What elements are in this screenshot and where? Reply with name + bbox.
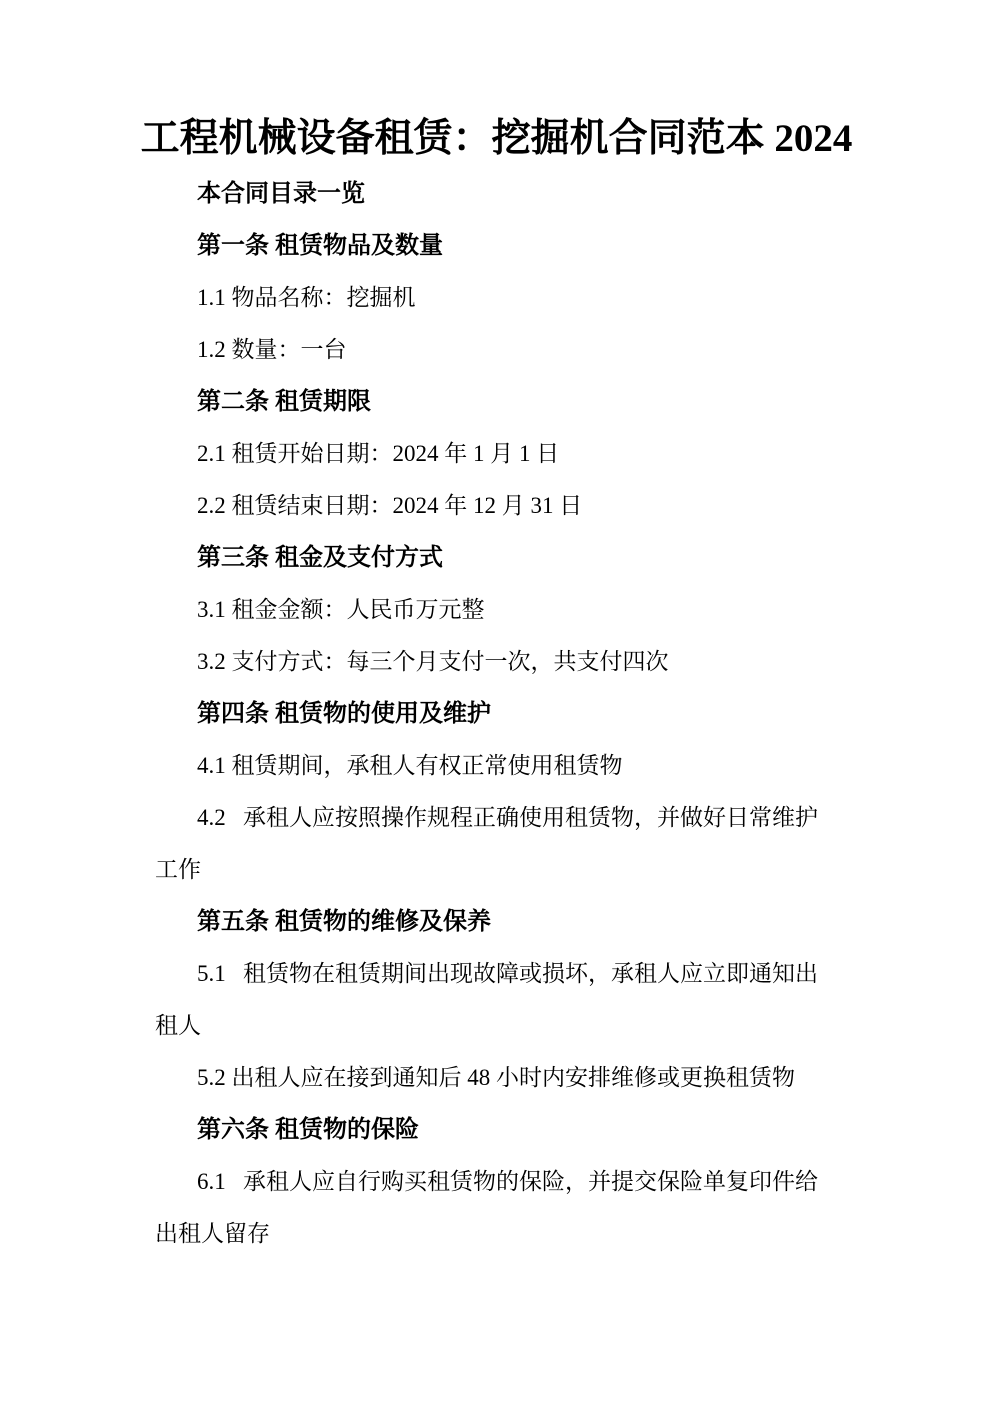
clause-4-2-continuation: 工作	[155, 857, 201, 882]
contract-toc-heading: 本合同目录一览	[197, 181, 365, 207]
article-2-heading: 第二条 租赁期限	[197, 389, 371, 415]
clause-3-2: 3.2 支付方式：每三个月支付一次，共支付四次	[197, 649, 669, 674]
article-3-heading: 第三条 租金及支付方式	[197, 545, 443, 571]
clause-3-1: 3.1 租金金额：人民币万元整	[197, 597, 485, 622]
clause-1-1: 1.1 物品名称：挖掘机	[197, 285, 416, 310]
clause-1-2: 1.2 数量：一台	[197, 337, 347, 362]
article-6-heading: 第六条 租赁物的保险	[197, 1117, 419, 1143]
article-5-heading: 第五条 租赁物的维修及保养	[197, 909, 491, 935]
clause-4-1: 4.1 租赁期间，承租人有权正常使用租赁物	[197, 753, 623, 778]
article-1-heading: 第一条 租赁物品及数量	[197, 233, 443, 259]
clause-4-2: 4.2 承租人应按照操作规程正确使用租赁物，并做好日常维护	[197, 805, 818, 830]
clause-2-1: 2.1 租赁开始日期：2024 年 1 月 1 日	[197, 441, 560, 466]
document-title: 工程机械设备租赁：挖掘机合同范本 2024	[140, 117, 853, 160]
clause-5-1-continuation: 租人	[155, 1013, 201, 1038]
clause-5-2: 5.2 出租人应在接到通知后 48 小时内安排维修或更换租赁物	[197, 1065, 795, 1090]
clause-6-1: 6.1 承租人应自行购买租赁物的保险，并提交保险单复印件给	[197, 1169, 818, 1194]
article-4-heading: 第四条 租赁物的使用及维护	[197, 701, 491, 727]
document-body	[0, 168, 993, 1260]
clause-6-1-continuation: 出租人留存	[155, 1221, 270, 1246]
clause-5-1: 5.1 租赁物在租赁期间出现故障或损坏，承租人应立即通知出	[197, 961, 818, 986]
clause-2-2: 2.2 租赁结束日期：2024 年 12 月 31 日	[197, 493, 583, 518]
